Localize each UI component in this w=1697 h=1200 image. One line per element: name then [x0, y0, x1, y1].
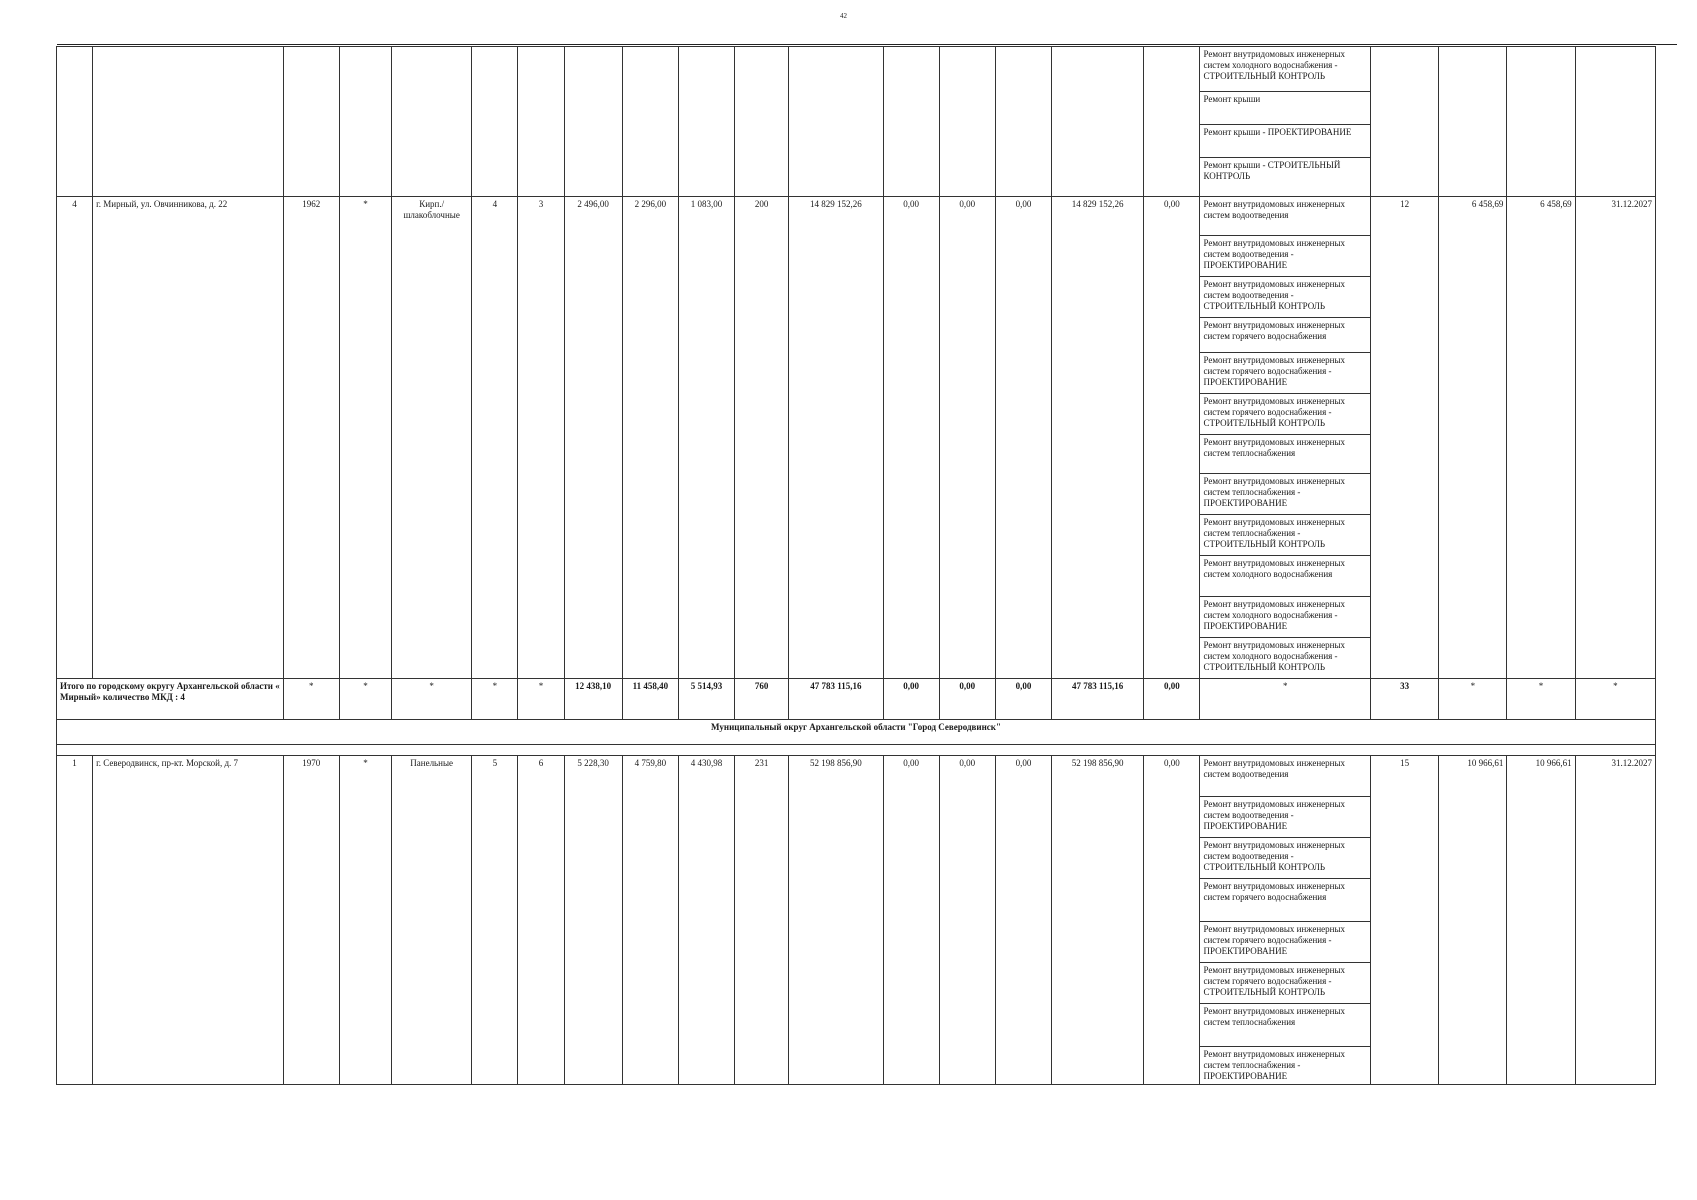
- cont-cell: [392, 47, 472, 197]
- table-row: [57, 756, 1656, 797]
- work-item: Ремонт внутридомовых инженерных систем теплоснабжения: [1200, 1004, 1371, 1047]
- subtotal-area-living: 11 458,40: [622, 679, 678, 720]
- work-item: Ремонт внутридомовых инженерных систем теплоснабжения: [1200, 435, 1371, 474]
- cont-cell: [622, 47, 678, 197]
- section-title: Муниципальный округ Архангельской области "Город Северодвинск": [57, 720, 1656, 745]
- entrances: 3: [518, 197, 564, 679]
- cont-cell: [93, 47, 284, 197]
- subtotal-residents: 760: [735, 679, 789, 720]
- year-built: 1962: [283, 197, 339, 679]
- subtotal-cost-local: 0,00: [995, 679, 1051, 720]
- cont-cell: [472, 47, 518, 197]
- cost-total: 14 829 152,26: [789, 197, 883, 679]
- page-number: 42: [840, 12, 847, 20]
- entrances: 6: [518, 756, 564, 1085]
- work-item: Ремонт внутридомовых инженерных систем водоотведения: [1200, 197, 1371, 236]
- row-number: 1: [57, 756, 93, 1085]
- work-item: Ремонт внутридомовых инженерных систем горячего водоснабжения: [1200, 318, 1371, 353]
- address: г. Северодвинск, пр-кт. Морской, д. 7: [93, 756, 284, 1085]
- subtotal-star: *: [1200, 679, 1371, 720]
- wall-material: Кирп./ шлакоблочные: [392, 197, 472, 679]
- address: г. Мирный, ул. Овчинникова, д. 22: [93, 197, 284, 679]
- cont-cell: [1052, 47, 1144, 197]
- subtotal-star: *: [1575, 679, 1655, 720]
- work-item: Ремонт внутридомовых инженерных систем теплоснабжения - СТРОИТЕЛЬНЫЙ КОНТРОЛЬ: [1200, 515, 1371, 556]
- work-item: Ремонт внутридомовых инженерных систем холодного водоснабжения - ПРОЕКТИРОВАНИЕ: [1200, 597, 1371, 638]
- cont-cell: [1507, 47, 1575, 197]
- subtotal-area-total: 12 438,10: [564, 679, 622, 720]
- cost-region: 0,00: [939, 197, 995, 679]
- cost-fund: 0,00: [883, 197, 939, 679]
- work-item: Ремонт внутридомовых инженерных систем водоотведения: [1200, 756, 1371, 797]
- subtotal-cost-other: 0,00: [1144, 679, 1200, 720]
- unit-cost-max: 6 458,69: [1507, 197, 1575, 679]
- spacer-row: [57, 745, 1656, 756]
- year-built: 1970: [283, 756, 339, 1085]
- subtotal-area-owned: 5 514,93: [678, 679, 734, 720]
- wall-material: Панельные: [392, 756, 472, 1085]
- subtotal-star: *: [392, 679, 472, 720]
- work-item: Ремонт крыши: [1200, 92, 1371, 125]
- cont-cell: [735, 47, 789, 197]
- cont-cell: [789, 47, 883, 197]
- cont-cell: [1575, 47, 1655, 197]
- work-item: Ремонт внутридомовых инженерных систем водоотведения - ПРОЕКТИРОВАНИЕ: [1200, 797, 1371, 838]
- cont-cell: [678, 47, 734, 197]
- cont-cell: [339, 47, 391, 197]
- cost-owners: 14 829 152,26: [1052, 197, 1144, 679]
- top-rule: [57, 44, 1677, 45]
- work-item: Ремонт внутридомовых инженерных систем горячего водоснабжения - СТРОИТЕЛЬНЫЙ КОНТРОЛЬ: [1200, 394, 1371, 435]
- cost-other: 0,00: [1144, 756, 1200, 1085]
- cost-local: 0,00: [995, 197, 1051, 679]
- subtotal-star: *: [518, 679, 564, 720]
- cont-cell: [283, 47, 339, 197]
- subtotal-row: [57, 679, 1656, 720]
- table-row: [57, 47, 1656, 92]
- spacer-cell: [57, 745, 1656, 756]
- subtotal-cost-owners: 47 783 115,16: [1052, 679, 1144, 720]
- work-item: Ремонт внутридомовых инженерных систем горячего водоснабжения - СТРОИТЕЛЬНЫЙ КОНТРОЛЬ: [1200, 963, 1371, 1004]
- area-living: 2 296,00: [622, 197, 678, 679]
- cont-cell: [57, 47, 93, 197]
- cost-fund: 0,00: [883, 756, 939, 1085]
- unit-cost: 10 966,61: [1439, 756, 1507, 1085]
- area-total: 5 228,30: [564, 756, 622, 1085]
- work-item: Ремонт крыши - ПРОЕКТИРОВАНИЕ: [1200, 125, 1371, 158]
- floors: 4: [472, 197, 518, 679]
- work-item: Ремонт внутридомовых инженерных систем холодного водоснабжения - СТРОИТЕЛЬНЫЙ КОНТРОЛЬ: [1200, 47, 1371, 92]
- unit-cost-max: 10 966,61: [1507, 756, 1575, 1085]
- section-row: [57, 720, 1656, 745]
- area-owned: 1 083,00: [678, 197, 734, 679]
- cont-cell: [1371, 47, 1439, 197]
- cont-cell: [939, 47, 995, 197]
- subtotal-work-count: 33: [1371, 679, 1439, 720]
- row-number: 4: [57, 197, 93, 679]
- work-item: Ремонт внутридомовых инженерных систем теплоснабжения - ПРОЕКТИРОВАНИЕ: [1200, 474, 1371, 515]
- year-overhaul: *: [339, 756, 391, 1085]
- cost-region: 0,00: [939, 756, 995, 1085]
- deadline: 31.12.2027: [1575, 756, 1655, 1085]
- work-count: 15: [1371, 756, 1439, 1085]
- subtotal-star: *: [283, 679, 339, 720]
- work-item: Ремонт внутридомовых инженерных систем водоотведения - ПРОЕКТИРОВАНИЕ: [1200, 236, 1371, 277]
- cost-total: 52 198 856,90: [789, 756, 883, 1085]
- subtotal-cost-region: 0,00: [939, 679, 995, 720]
- cont-cell: [995, 47, 1051, 197]
- work-item: Ремонт внутридомовых инженерных систем горячего водоснабжения - ПРОЕКТИРОВАНИЕ: [1200, 922, 1371, 963]
- work-item: Ремонт внутридомовых инженерных систем холодного водоснабжения: [1200, 556, 1371, 597]
- residents: 231: [735, 756, 789, 1085]
- work-item: Ремонт внутридомовых инженерных систем холодного водоснабжения - СТРОИТЕЛЬНЫЙ КОНТРОЛЬ: [1200, 638, 1371, 679]
- work-item: Ремонт крыши - СТРОИТЕЛЬНЫЙ КОНТРОЛЬ: [1200, 158, 1371, 197]
- work-item: Ремонт внутридомовых инженерных систем горячего водоснабжения - ПРОЕКТИРОВАНИЕ: [1200, 353, 1371, 394]
- cost-owners: 52 198 856,90: [1052, 756, 1144, 1085]
- subtotal-cost-fund: 0,00: [883, 679, 939, 720]
- cont-cell: [518, 47, 564, 197]
- cont-cell: [564, 47, 622, 197]
- floors: 5: [472, 756, 518, 1085]
- cont-cell: [1439, 47, 1507, 197]
- repair-program-table: [56, 46, 1656, 1085]
- subtotal-star: *: [1439, 679, 1507, 720]
- area-total: 2 496,00: [564, 197, 622, 679]
- work-item: Ремонт внутридомовых инженерных систем водоотведения - СТРОИТЕЛЬНЫЙ КОНТРОЛЬ: [1200, 838, 1371, 879]
- cont-cell: [1144, 47, 1200, 197]
- area-living: 4 759,80: [622, 756, 678, 1085]
- work-item: Ремонт внутридомовых инженерных систем водоотведения - СТРОИТЕЛЬНЫЙ КОНТРОЛЬ: [1200, 277, 1371, 318]
- table-row: [57, 197, 1656, 236]
- cost-local: 0,00: [995, 756, 1051, 1085]
- unit-cost: 6 458,69: [1439, 197, 1507, 679]
- work-count: 12: [1371, 197, 1439, 679]
- subtotal-star: *: [339, 679, 391, 720]
- cont-cell: [883, 47, 939, 197]
- deadline: 31.12.2027: [1575, 197, 1655, 679]
- work-item: Ремонт внутридомовых инженерных систем теплоснабжения - ПРОЕКТИРОВАНИЕ: [1200, 1047, 1371, 1085]
- area-owned: 4 430,98: [678, 756, 734, 1085]
- subtotal-cost-total: 47 783 115,16: [789, 679, 883, 720]
- year-overhaul: *: [339, 197, 391, 679]
- cost-other: 0,00: [1144, 197, 1200, 679]
- work-item: Ремонт внутридомовых инженерных систем горячего водоснабжения: [1200, 879, 1371, 922]
- subtotal-star: *: [1507, 679, 1575, 720]
- subtotal-star: *: [472, 679, 518, 720]
- residents: 200: [735, 197, 789, 679]
- subtotal-label: Итого по городскому округу Архангельской области « Мирный» количество МКД : 4: [57, 679, 284, 720]
